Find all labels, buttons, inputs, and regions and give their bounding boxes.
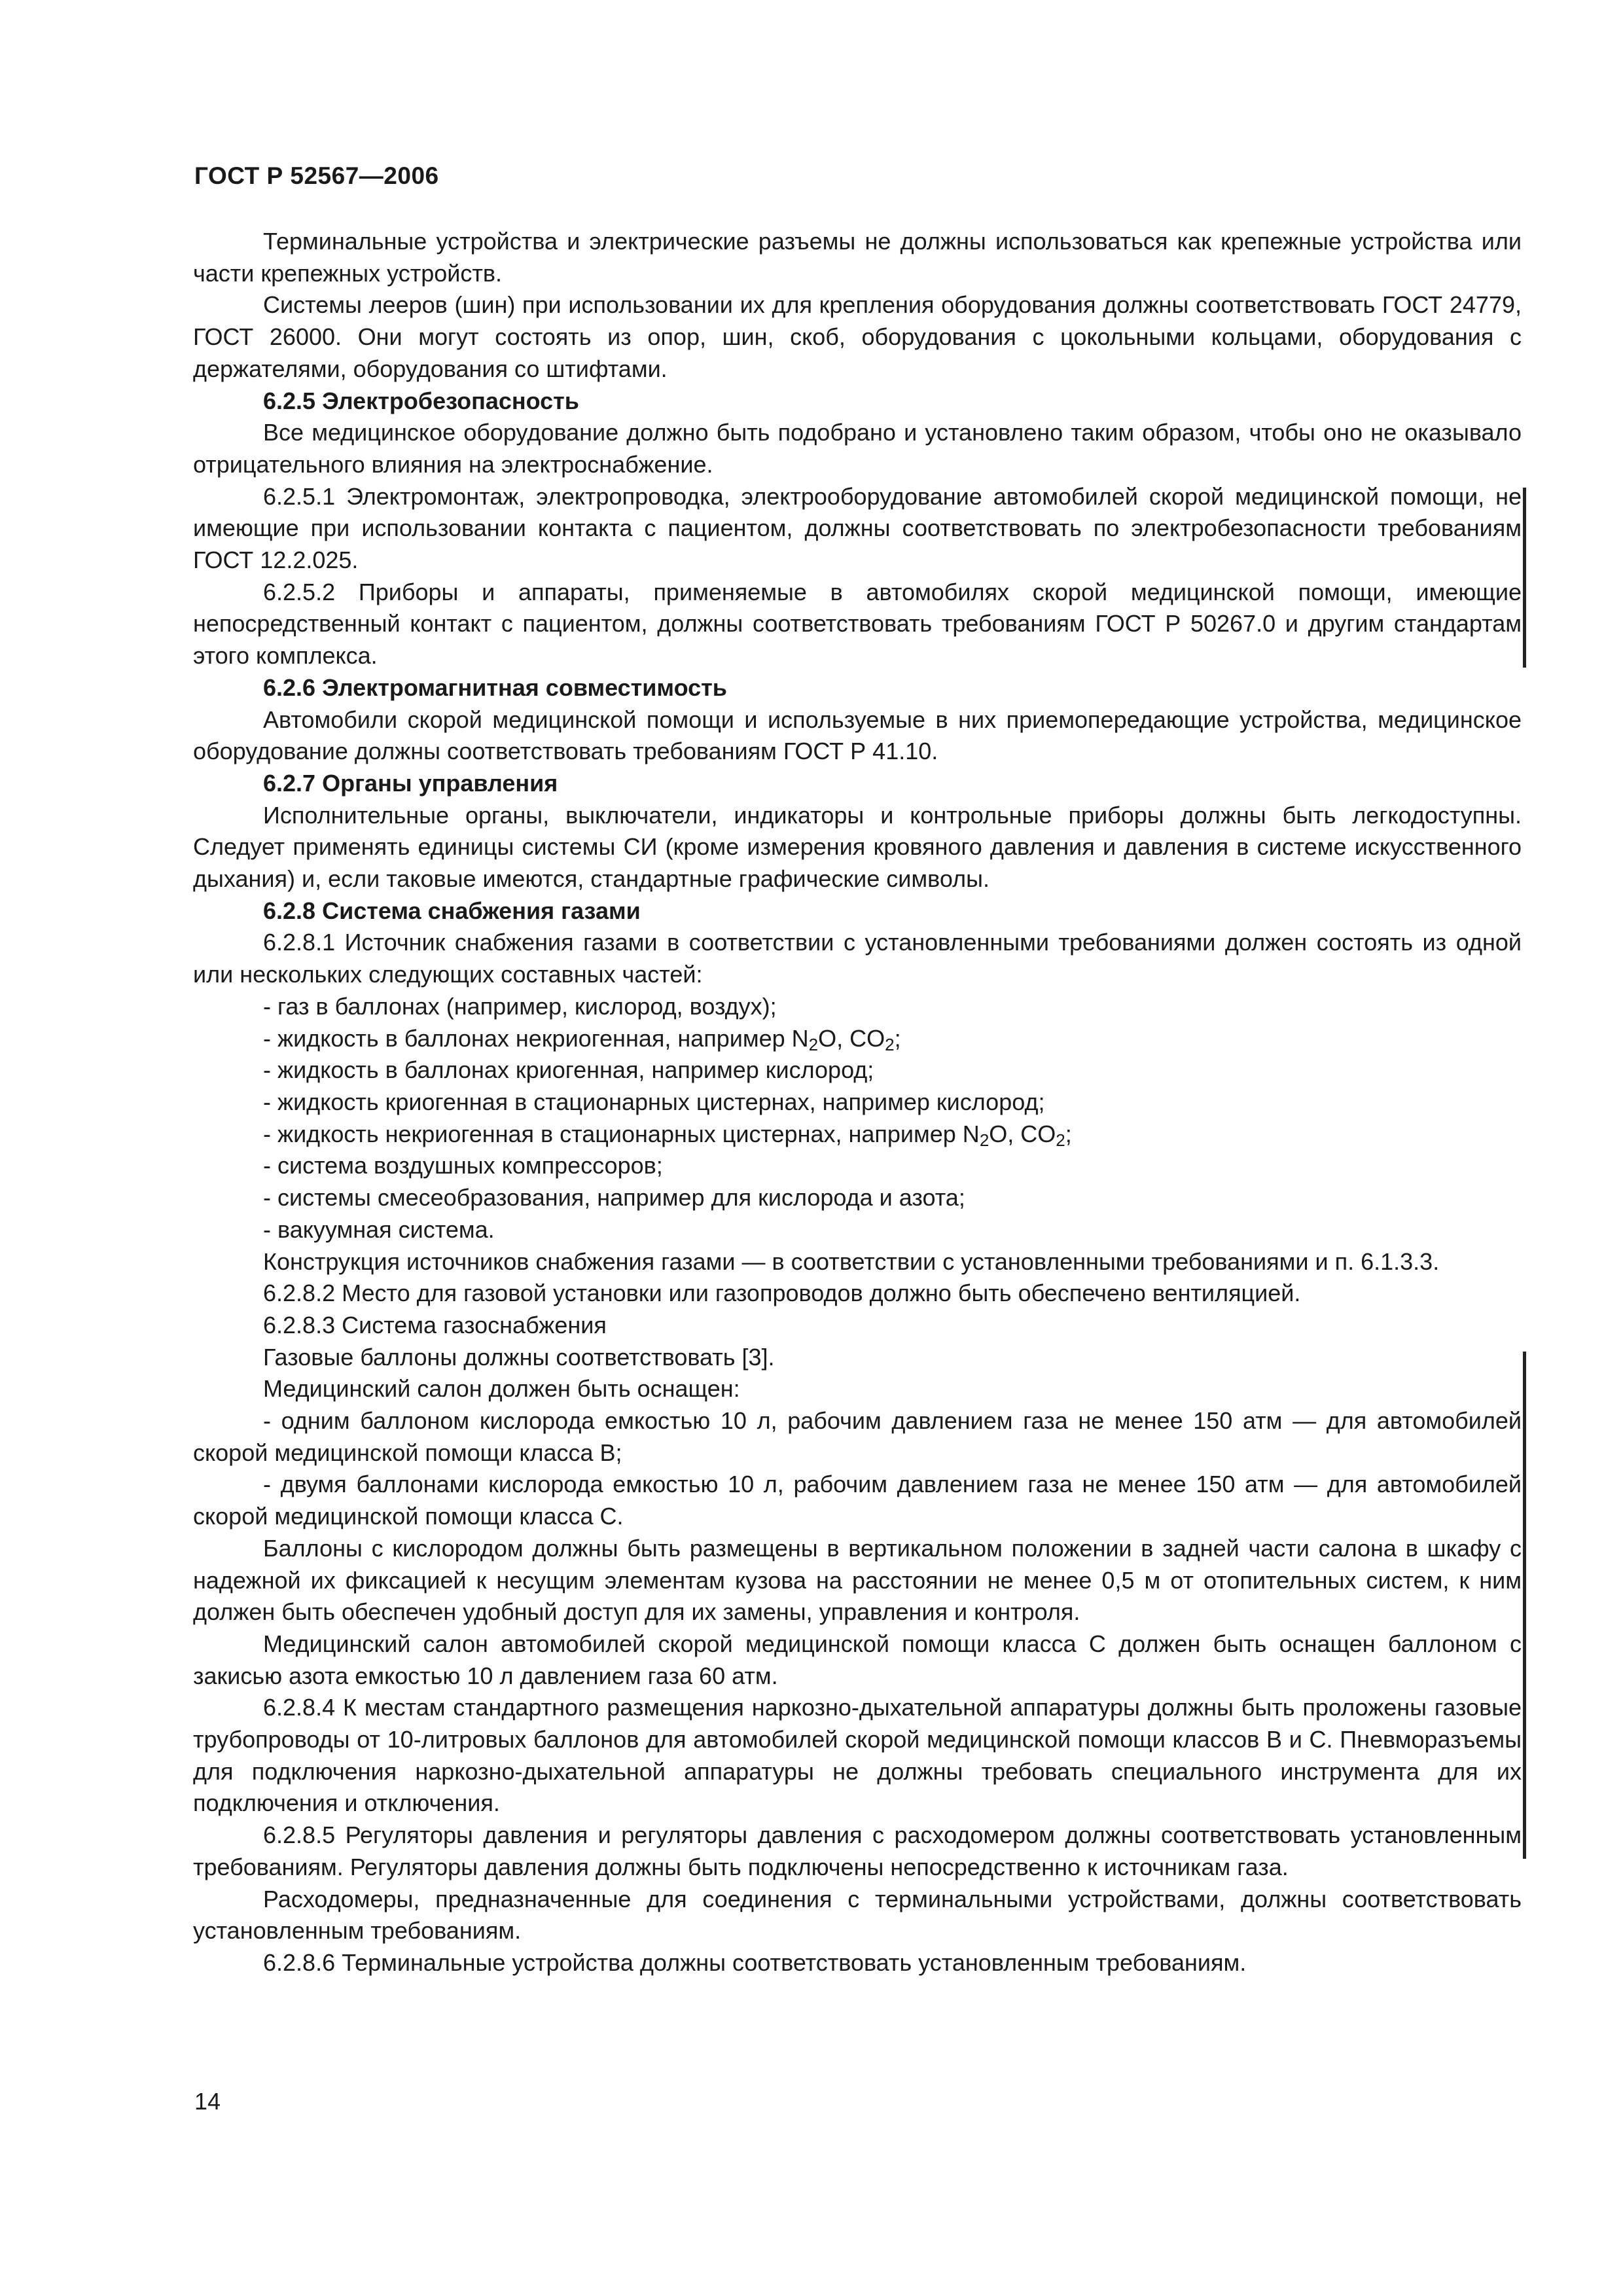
paragraph: Терминальные устройства и электрические разъемы не должны использоваться как крепежные устройства или части крепежных устройств.	[193, 228, 1522, 287]
clause-6-2-5-1: 6.2.5.1 Электромонтаж, электропроводка, электрооборудование автомобилей скорой медицинской помощи, не имеющие при использовании контакта с пациентом, должны соответствовать по электробезопасности требованиям ГОСТ 12.2.025.	[193, 482, 1522, 574]
change-bar	[1523, 488, 1526, 668]
paragraph: Конструкция источников снабжения газами — в соответствии с установленными требованиями и п. 6.1.3.3.	[263, 1247, 1440, 1275]
section-heading-6-2-5: 6.2.5 Электробезопасность	[263, 387, 579, 414]
clause-6-2-8-3: 6.2.8.3 Система газоснабжения	[263, 1311, 607, 1338]
paragraph: - одним баллоном кислорода емкостью 10 л, рабочим давлением газа не менее 150 атм — для автомобилей скорой медицинской помощи класса В;	[193, 1407, 1522, 1466]
paragraph: Исполнительные органы, выключатели, индикаторы и контрольные приборы должны быть легкодоступны. Следует применять единицы системы СИ (кроме измерения кровяного давления и давления в системе искусственного дыхания) и, если таковые имеются, стандартные графические символы.	[193, 801, 1522, 893]
list-item: - жидкость в баллонах некриогенная, например $N_2O$, $CO_2$;	[263, 1024, 901, 1054]
list-item: - жидкость криогенная в стационарных цистернах, например кислород;	[263, 1088, 1045, 1115]
list-item: - вакуумная система.	[263, 1215, 495, 1243]
paragraph: Медицинский салон автомобилей скорой медицинской помощи класса С должен быть оснащен баллоном с закисью азота емкостью 10 л давлением газа 60 атм.	[193, 1630, 1522, 1689]
page-number: 14	[194, 2088, 221, 2115]
clause-6-2-8-6: 6.2.8.6 Терминальные устройства должны соответствовать установленным требованиям.	[263, 1948, 1247, 1976]
clause-6-2-8-2: 6.2.8.2 Место для газовой установки или газопроводов должно быть обеспечено вентиляцией.	[263, 1280, 1301, 1307]
list-item: - газ в баллонах (например, кислород, воздух);	[263, 992, 777, 1020]
paragraph: Расходомеры, предназначенные для соединения с терминальными устройствами, должны соответствовать установленным требованиям.	[193, 1885, 1522, 1945]
document-body	[193, 226, 1522, 1979]
list-item: - жидкость некриогенная в стационарных цистернах, например $N_2O$, $CO_2$;	[263, 1120, 1072, 1150]
list-item: - жидкость в баллонах криогенная, например кислород;	[263, 1056, 874, 1084]
section-heading-6-2-8: 6.2.8 Система снабжения газами	[263, 897, 641, 924]
list-item: - системы смесеобразования, например для кислорода и азота;	[263, 1184, 965, 1211]
change-bar	[1523, 1352, 1526, 1859]
section-heading-6-2-7: 6.2.7 Органы управления	[263, 769, 558, 797]
paragraph: Газовые баллоны должны соответствовать [3].	[263, 1343, 775, 1371]
list-item: - система воздушных компрессоров;	[263, 1152, 663, 1179]
clause-6-2-5-2: 6.2.5.2 Приборы и аппараты, применяемые в автомобилях скорой медицинской помощи, имеющие непосредственный контакт с пациентом, должны соответствовать требованиям ГОСТ Р 50267.0 и другим стандартам этого комплекса.	[193, 578, 1522, 670]
clause-6-2-8-1: 6.2.8.1 Источник снабжения газами в соответствии с установленными требованиями должен состоять из одной или нескольких следующих составных частей:	[193, 929, 1522, 988]
clause-6-2-8-5: 6.2.8.5 Регуляторы давления и регуляторы давления с расходомером должны соответствовать установленным требованиям. Регуляторы давления должны быть подключены непосредственно к источникам газа.	[193, 1821, 1522, 1880]
paragraph: Медицинский салон должен быть оснащен:	[263, 1375, 740, 1403]
document-header: ГОСТ Р 52567—2006	[194, 162, 439, 189]
paragraph: Баллоны с кислородом должны быть размещены в вертикальном положении в задней части салона в шкафу с надежной их фиксацией к несущим элементам кузова на расстоянии не менее 0,5 м от отопительных систем, к ним должен быть обеспечен удобный доступ для их замены, управления и контроля.	[193, 1534, 1522, 1626]
paragraph: Системы лееров (шин) при использовании их для крепления оборудования должны соответствовать ГОСТ 24779, ГОСТ 26000. Они могут состоять из опор, шин, скоб, оборудования с цокольными кольцами, оборудования с держателями, оборудования со штифтами.	[193, 291, 1522, 382]
clause-6-2-8-4: 6.2.8.4 К местам стандартного размещения наркозно-дыхательной аппаратуры должны быть проложены газовые трубопроводы от 10-литровых баллонов для автомобилей скорой медицинской помощи классов В и С. Пневморазъемы для подключения наркозно-дыхательной аппаратуры не должны требовать специального инструмента для их подключения и отключения.	[193, 1694, 1522, 1817]
paragraph: Автомобили скорой медицинской помощи и используемые в них приемопередающие устройства, медицинское оборудование должны соответствовать требованиям ГОСТ Р 41.10.	[193, 706, 1522, 765]
paragraph: - двумя баллонами кислорода емкостью 10 л, рабочим давлением газа не менее 150 атм — для автомобилей скорой медицинской помощи класса С.	[193, 1471, 1522, 1530]
paragraph: Все медицинское оборудование должно быть подобрано и установлено таким образом, чтобы оно не оказывало отрицательного влияния на электроснабжение.	[193, 419, 1522, 478]
section-heading-6-2-6: 6.2.6 Электромагнитная совместимость	[263, 673, 727, 701]
